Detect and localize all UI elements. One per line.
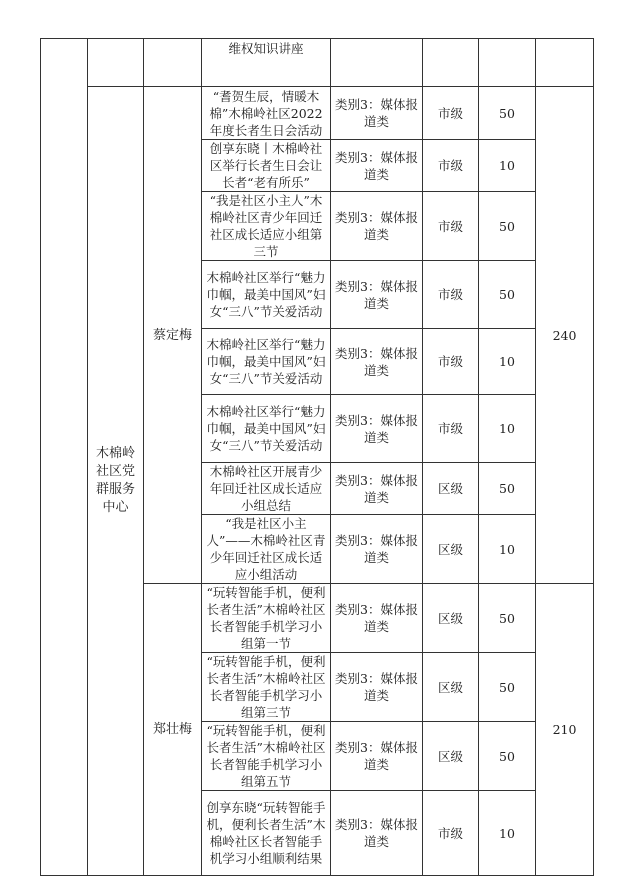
- category-label: 类别3：媒体报道类: [331, 653, 423, 722]
- score-value: 50: [479, 192, 536, 261]
- level-label: 区级: [423, 463, 479, 515]
- activity-title: “耆贺生辰，情暖木棉”木棉岭社区2022年度长者生日会活动: [202, 87, 331, 140]
- level-label: 区级: [423, 653, 479, 722]
- activity-title: 创享东晓丨木棉岭社区举行长者生日会让长者“老有所乐”: [202, 140, 331, 192]
- activity-title: “我是社区小主人”——木棉岭社区青少年回迁社区成长适应小组活动: [202, 515, 331, 584]
- level-cell: [423, 39, 479, 87]
- activity-title: “玩转智能手机，便利长者生活”木棉岭社区长者智能手机学习小组第三节: [202, 653, 331, 722]
- category-label: 类别3：媒体报道类: [331, 329, 423, 395]
- category-label: 类别3：媒体报道类: [331, 791, 423, 876]
- score-value: 10: [479, 329, 536, 395]
- blank-organization-cell: [88, 39, 144, 87]
- score-value: 10: [479, 395, 536, 463]
- blank-person-cell: [144, 39, 202, 87]
- category-label: 类别3：媒体报道类: [331, 261, 423, 329]
- level-label: 市级: [423, 329, 479, 395]
- level-label: 市级: [423, 791, 479, 876]
- score-value: 50: [479, 87, 536, 140]
- table-row: [41, 39, 594, 87]
- category-label: 类别3：媒体报道类: [331, 722, 423, 791]
- level-label: 市级: [423, 87, 479, 140]
- total-cell: [536, 39, 594, 87]
- score-value: 50: [479, 261, 536, 329]
- category-label: 类别3：媒体报道类: [331, 515, 423, 584]
- level-label: 市级: [423, 395, 479, 463]
- total-score: 240: [536, 87, 594, 584]
- score-value: 50: [479, 584, 536, 653]
- level-label: 区级: [423, 515, 479, 584]
- category-label: 类别3：媒体报道类: [331, 192, 423, 261]
- score-value: 10: [479, 515, 536, 584]
- award-table: [40, 38, 594, 876]
- activity-title: “玩转智能手机，便利长者生活”木棉岭社区长者智能手机学习小组第一节: [202, 584, 331, 653]
- level-label: 市级: [423, 261, 479, 329]
- score-value: 10: [479, 791, 536, 876]
- category-label: 类别3：媒体报道类: [331, 584, 423, 653]
- activity-title: 维权知识讲座: [202, 39, 331, 87]
- score-value: 50: [479, 722, 536, 791]
- category-cell: [331, 39, 423, 87]
- person-name: 蔡定梅: [144, 87, 202, 584]
- level-label: 区级: [423, 584, 479, 653]
- score-cell: [479, 39, 536, 87]
- category-label: 类别3：媒体报道类: [331, 463, 423, 515]
- level-label: 区级: [423, 722, 479, 791]
- organization-name: 木棉岭社区党群服务中心: [88, 87, 144, 876]
- activity-title: 木棉岭社区举行“魅力巾帼，最美中国风”妇女“三八”节关爱活动: [202, 395, 331, 463]
- activity-title: 木棉岭社区举行“魅力巾帼，最美中国风”妇女“三八”节关爱活动: [202, 261, 331, 329]
- activity-title: 创享东晓“玩转智能手机，便利长者生活”木棉岭社区长者智能手机学习小组顺利结果: [202, 791, 331, 876]
- activity-title: 木棉岭社区举行“魅力巾帼，最美中国风”妇女“三八”节关爱活动: [202, 329, 331, 395]
- level-label: 市级: [423, 140, 479, 192]
- activity-title: “玩转智能手机，便利长者生活”木棉岭社区长者智能手机学习小组第五节: [202, 722, 331, 791]
- category-label: 类别3：媒体报道类: [331, 87, 423, 140]
- activity-title: “我是社区小主人”木棉岭社区青少年回迁社区成长适应小组第三节: [202, 192, 331, 261]
- person-name: 郑壮梅: [144, 584, 202, 876]
- score-value: 50: [479, 463, 536, 515]
- category-label: 类别3：媒体报道类: [331, 140, 423, 192]
- table-row: [41, 87, 594, 140]
- category-label: 类别3：媒体报道类: [331, 395, 423, 463]
- score-value: 10: [479, 140, 536, 192]
- blank-index-cell: [41, 39, 88, 876]
- score-value: 50: [479, 653, 536, 722]
- total-score: 210: [536, 584, 594, 876]
- activity-title: 木棉岭社区开展青少年回迁社区成长适应小组总结: [202, 463, 331, 515]
- level-label: 市级: [423, 192, 479, 261]
